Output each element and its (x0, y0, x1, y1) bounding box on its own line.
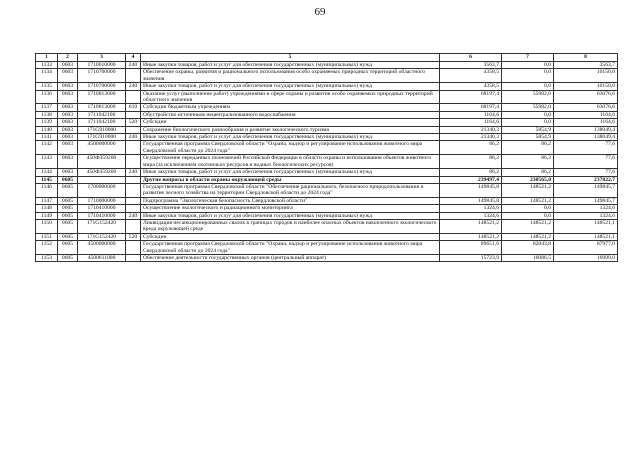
amount-col-6: 4358,5 (440, 83, 502, 90)
amount-col-6: 15723,9 (440, 254, 502, 261)
amount-col-8: 237822,7 (554, 176, 618, 183)
amount-col-7: 55982,0 (502, 90, 554, 104)
row-number: 1138 (36, 111, 58, 118)
amount-col-7: 148521,2 (502, 197, 554, 204)
target-article-code (78, 176, 126, 183)
section-code: 0603 (58, 90, 78, 104)
row-number: 1150 (36, 219, 58, 233)
column-header: 8 (554, 54, 618, 62)
amount-col-7: 148521,2 (502, 183, 554, 197)
amount-col-7: 148521,2 (502, 233, 554, 240)
target-article-code: 1711042100 (78, 119, 126, 126)
expense-type-code (126, 183, 141, 197)
table-row (36, 69, 618, 83)
target-article-code: 1710610000 (78, 62, 126, 69)
item-name: Иные закупки товаров, работ и услуг для обеспечения государственных (муниципальных) нужд (141, 212, 440, 219)
section-code: 0603 (58, 119, 78, 126)
amount-col-8: 148521,1 (554, 233, 618, 240)
row-number: 1144 (36, 169, 58, 176)
amount-col-8: 63076,6 (554, 104, 618, 111)
expense-type-code (126, 69, 141, 83)
amount-col-7: 86,2 (502, 155, 554, 169)
item-name: Обеспечение охраны, развития и рационального использования особо охраняемых природных территорий областного значения (141, 69, 440, 83)
amount-col-8: 87977,0 (554, 241, 618, 255)
amount-col-6: 68197,4 (440, 90, 502, 104)
expense-type-code (126, 254, 141, 261)
amount-col-7: 0,0 (502, 111, 554, 118)
amount-col-8: 1164,6 (554, 119, 618, 126)
target-article-code: 1710410000 (78, 212, 126, 219)
amount-col-6: 149845,8 (440, 197, 502, 204)
table-row (36, 254, 618, 261)
amount-col-8: 3563,7 (554, 62, 618, 69)
section-code: 0605 (58, 176, 78, 183)
amount-col-8: 77,6 (554, 169, 618, 176)
amount-col-8: 1324,6 (554, 212, 618, 219)
amount-col-7: 86,2 (502, 141, 554, 155)
target-article-code: 4500611000 (78, 254, 126, 261)
item-name: Субсидии бюджетным учреждениям (141, 104, 440, 111)
row-number: 1142 (36, 141, 58, 155)
item-name: Обустройство источников нецентрализованного водоснабжения (141, 111, 440, 118)
table-row (36, 104, 618, 111)
column-header: 5 (141, 54, 440, 62)
target-article-code: 450Ф359200 (78, 169, 126, 176)
expense-type-code (126, 155, 141, 169)
row-number: 1143 (36, 155, 58, 169)
expense-type-code (126, 141, 141, 155)
amount-col-6: 86,2 (440, 155, 502, 169)
amount-col-6: 21340,3 (440, 134, 502, 141)
amount-col-6: 1324,6 (440, 212, 502, 219)
amount-col-8: 138049,4 (554, 134, 618, 141)
amount-col-6: 21340,3 (440, 126, 502, 133)
amount-col-8: 1164,6 (554, 111, 618, 118)
amount-col-8: 63076,6 (554, 90, 618, 104)
amount-col-7: 0,0 (502, 69, 554, 83)
section-code: 0605 (58, 212, 78, 219)
amount-col-6: 239497,4 (440, 176, 502, 183)
column-header: 3 (78, 54, 126, 62)
amount-col-7: 0,0 (502, 62, 554, 69)
target-article-code: 4500000000 (78, 241, 126, 255)
target-article-code: 171G152420 (78, 219, 126, 233)
section-code: 0605 (58, 241, 78, 255)
row-number: 1133 (36, 62, 58, 69)
section-code: 0603 (58, 111, 78, 118)
item-name: Сохранение биологического разнообразия и развитие экологического туризма (141, 126, 440, 133)
budget-table (35, 53, 618, 262)
amount-col-6: 1164,6 (440, 119, 502, 126)
expense-type-code: 520 (126, 119, 141, 126)
item-name: Иные закупки товаров, работ и услуг для обеспечения государственных (муниципальных) нужд (141, 134, 440, 141)
table-row (36, 155, 618, 169)
item-name: Обеспечение деятельности государственных органов (центральный аппарат) (141, 254, 440, 261)
section-code: 0605 (58, 205, 78, 212)
amount-col-6: 86,2 (440, 169, 502, 176)
column-header: 1 (36, 54, 58, 62)
section-code: 0605 (58, 233, 78, 240)
expense-type-code: 610 (126, 104, 141, 111)
item-name: Иные закупки товаров, работ и услуг для обеспечения государственных (муниципальных) нужд (141, 83, 440, 90)
amount-col-8: 77,6 (554, 155, 618, 169)
amount-col-8: 149845,7 (554, 183, 618, 197)
table-row (36, 62, 618, 69)
amount-col-6: 1324,6 (440, 205, 502, 212)
table-body (36, 62, 618, 262)
item-name: Другие вопросы в области охраны окружающей среды (141, 176, 440, 183)
amount-col-7: 55982,0 (502, 104, 554, 111)
amount-col-7: 148521,2 (502, 219, 554, 233)
target-article-code: 1710813000 (78, 104, 126, 111)
amount-col-7: 86,2 (502, 169, 554, 176)
row-number: 1136 (36, 90, 58, 104)
table-row (36, 134, 618, 141)
row-number: 1149 (36, 212, 58, 219)
section-code: 0603 (58, 83, 78, 90)
row-number: 1151 (36, 233, 58, 240)
table-row (36, 197, 618, 204)
item-name: Осуществление экологического и радиационного мониторинга (141, 205, 440, 212)
table-row (36, 176, 618, 183)
table-row (36, 241, 618, 255)
row-number: 1141 (36, 134, 58, 141)
expense-type-code (126, 111, 141, 118)
table-row (36, 141, 618, 155)
amount-col-7: 82043,8 (502, 241, 554, 255)
target-article-code: 1710410000 (78, 205, 126, 212)
target-article-code: 171G910000 (78, 126, 126, 133)
table-row (36, 169, 618, 176)
amount-col-7: 0,0 (502, 83, 554, 90)
item-name: Государственная программа Свердловской области "Охрана, надзор и регулирование использования животного мира Свердловской области до 2024 года" (141, 241, 440, 255)
row-number: 1135 (36, 83, 58, 90)
amount-col-8: 16999,0 (554, 254, 618, 261)
section-code: 0605 (58, 197, 78, 204)
column-header: 2 (58, 54, 78, 62)
row-number: 1139 (36, 119, 58, 126)
section-code: 0603 (58, 134, 78, 141)
section-code: 0603 (58, 104, 78, 111)
column-header: 7 (502, 54, 554, 62)
amount-col-8: 138049,4 (554, 126, 618, 133)
amount-col-6: 148521,2 (440, 219, 502, 233)
item-name: Государственная программа Свердловской области "Охрана, надзор и регулирование использования животного мира Свердловской области до 2024 года" (141, 141, 440, 155)
target-article-code: 1710700000 (78, 69, 126, 83)
amount-col-7: 0,0 (502, 119, 554, 126)
amount-col-6: 68197,4 (440, 104, 502, 111)
table-row (36, 111, 618, 118)
section-code: 0605 (58, 183, 78, 197)
target-article-code: 4500000000 (78, 141, 126, 155)
amount-col-6: 149845,8 (440, 183, 502, 197)
target-article-code: 171G910000 (78, 134, 126, 141)
column-header: 4 (126, 54, 141, 62)
amount-col-7: 230565,0 (502, 176, 554, 183)
target-article-code: 450Ф359200 (78, 155, 126, 169)
item-name: Ликвидация несанкционированных свалок в границах городов и наиболее опасных объектов накопленного экологического вреда окружающей среде (141, 219, 440, 233)
amount-col-6: 3563,7 (440, 62, 502, 69)
expense-type-code: 240 (126, 212, 141, 219)
row-number: 1147 (36, 197, 58, 204)
table-row (36, 183, 618, 197)
amount-col-8: 10150,0 (554, 69, 618, 83)
target-article-code: 1710000000 (78, 197, 126, 204)
row-number: 1145 (36, 176, 58, 183)
expense-type-code: 240 (126, 62, 141, 69)
item-name: Иные закупки товаров, работ и услуг для обеспечения государственных (муниципальных) нужд (141, 169, 440, 176)
amount-col-8: 10150,0 (554, 83, 618, 90)
expense-type-code: 240 (126, 134, 141, 141)
target-article-code: 1710813000 (78, 90, 126, 104)
row-number: 1152 (36, 241, 58, 255)
row-number: 1134 (36, 69, 58, 83)
item-name: Государственная программа Свердловской области "Обеспечение рационального, безопасного природопользования и развитие лесного хозяйства на территории Свердловской области до 2024 года" (141, 183, 440, 197)
amount-col-6: 86,2 (440, 141, 502, 155)
amount-col-8: 148521,1 (554, 219, 618, 233)
amount-col-8: 77,6 (554, 141, 618, 155)
row-number: 1137 (36, 104, 58, 111)
table-row (36, 90, 618, 104)
page-number: 69 (314, 6, 326, 18)
table-row (36, 83, 618, 90)
table-row (36, 126, 618, 133)
target-article-code: 171G152420 (78, 233, 126, 240)
row-number: 1140 (36, 126, 58, 133)
section-code: 0603 (58, 155, 78, 169)
row-number: 1148 (36, 205, 58, 212)
amount-col-7: 0,0 (502, 205, 554, 212)
table-row (36, 219, 618, 233)
section-code: 0605 (58, 219, 78, 233)
table-row (36, 205, 618, 212)
expense-type-code (126, 241, 141, 255)
expense-type-code: 240 (126, 83, 141, 90)
item-name: Осуществление переданных полномочий Российской Федерации в области охраны и использования объектов животного мира (за исключением охотничьих ресурсов и водных биологических ресурсов) (141, 155, 440, 169)
row-number: 1153 (36, 254, 58, 261)
item-name: Подпрограмма "Экологическая безопасность Свердловской области" (141, 197, 440, 204)
item-name: Субсидии (141, 233, 440, 240)
section-code: 0603 (58, 69, 78, 83)
section-code: 0603 (58, 62, 78, 69)
column-header: 6 (440, 54, 502, 62)
expense-type-code (126, 126, 141, 133)
section-code: 0605 (58, 254, 78, 261)
expense-type-code: 520 (126, 233, 141, 240)
amount-col-6: 148521,2 (440, 233, 502, 240)
amount-col-8: 149845,7 (554, 197, 618, 204)
table-row (36, 233, 618, 240)
target-article-code: 1710700000 (78, 83, 126, 90)
amount-col-6: 1164,6 (440, 111, 502, 118)
amount-col-7: 5854,9 (502, 126, 554, 133)
target-article-code: 1711042100 (78, 111, 126, 118)
expense-type-code: 240 (126, 169, 141, 176)
item-name: Иные закупки товаров, работ и услуг для обеспечения государственных (муниципальных) нужд (141, 62, 440, 69)
expense-type-code (126, 90, 141, 104)
expense-type-code (126, 219, 141, 233)
item-name: Оказание услуг (выполнение работ) учреждениями в сфере охраны и развития особо охраняемых природных территорий областного значения (141, 90, 440, 104)
expense-type-code (126, 176, 141, 183)
amount-col-6: 89651,6 (440, 241, 502, 255)
amount-col-6: 4358,5 (440, 69, 502, 83)
section-code: 0603 (58, 169, 78, 176)
expense-type-code (126, 197, 141, 204)
target-article-code: 1700000000 (78, 183, 126, 197)
section-code: 0603 (58, 126, 78, 133)
row-number: 1146 (36, 183, 58, 197)
amount-col-7: 0,0 (502, 212, 554, 219)
item-name: Субсидии (141, 119, 440, 126)
amount-col-7: 5854,9 (502, 134, 554, 141)
expense-type-code (126, 205, 141, 212)
amount-col-8: 1324,6 (554, 205, 618, 212)
section-code: 0603 (58, 141, 78, 155)
table-row (36, 119, 618, 126)
table-header-row (36, 54, 618, 62)
amount-col-7: 16086,5 (502, 254, 554, 261)
table-row (36, 212, 618, 219)
